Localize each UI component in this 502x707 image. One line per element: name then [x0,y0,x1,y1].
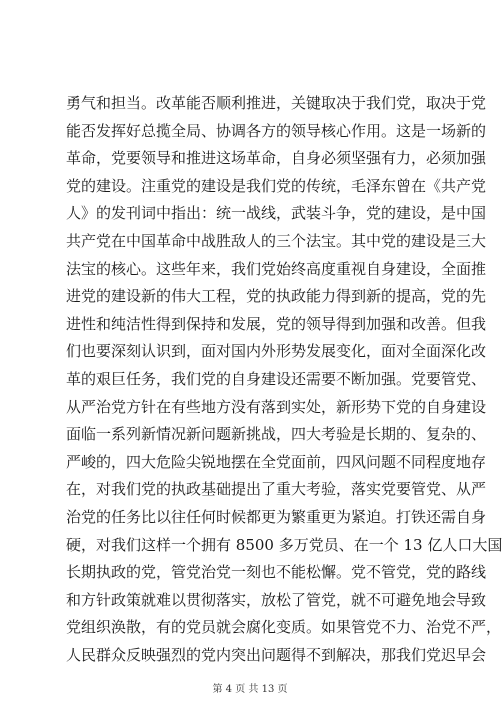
text-line: 人民群众反映强烈的党内突出问题得不到解决，那我们党迟早会 [66,645,487,664]
text-line: 人》的发刊词中指出：统一战线，武装斗争，党的建设，是中国 [66,204,487,223]
text-line: 党组织涣散，有的党员就会腐化变质。如果管党不力、治党不严， [66,618,502,637]
text-line: 勇气和担当。改革能否顺利推进，关键取决于我们党，取决于党 [66,94,487,112]
text-line: 法宝的核心。这些年来，我们党始终高度重视自身建设，全面推 [66,259,487,278]
text-line: 面临一系列新情况新问题新挑战，四大考验是长期的、复杂的、 [66,425,487,444]
document-body [66,90,502,669]
text-line: 革命，党要领导和推进这场革命，自身必须坚强有力，必须加强 [66,149,487,168]
page-number-footer: 第 4 页 共 13 页 [212,684,288,695]
text-line: 硬，对我们这样一个拥有 8500 多万党员、在一个 13 亿人口大国 [66,535,502,554]
text-line: 共产党在中国革命中战胜敌人的三个法宝。其中党的建设是三大 [66,231,487,250]
text-line: 和方针政策就难以贯彻落实，放松了管党，就不可避免地会导致 [66,590,487,609]
text-line: 进性和纯洁性得到保持和发展，党的领导得到加强和改善。但我 [66,314,487,333]
text-line: 进党的建设新的伟大工程，党的执政能力得到新的提高，党的先 [66,287,487,306]
text-line: 党的建设。注重党的建设是我们党的传统，毛泽东曾在《共产党 [66,176,487,195]
text-line: 治党的任务比以往任何时候都更为繁重更为紧迫。打铁还需自身 [66,507,487,526]
text-line: 革的艰巨任务，我们党的自身建设还需要不断加强。党要管党、 [66,369,487,388]
text-line: 从严治党方针在有些地方没有落到实处，新形势下党的自身建设 [66,397,487,416]
text-line: 们也要深刻认识到，面对国内外形势发展变化，面对全面深化改 [66,342,487,361]
text-line: 能否发挥好总揽全局、协调各方的领导核心作用。这是一场新的 [66,121,487,140]
text-line: 长期执政的党，管党治党一刻也不能松懈。党不管党，党的路线 [66,563,487,582]
text-line: 严峻的，四大危险尖锐地摆在全党面前，四风问题不同程度地存 [66,452,487,471]
text-line: 在，对我们党的执政基础提出了重大考验，落实党要管党、从严 [66,480,487,499]
